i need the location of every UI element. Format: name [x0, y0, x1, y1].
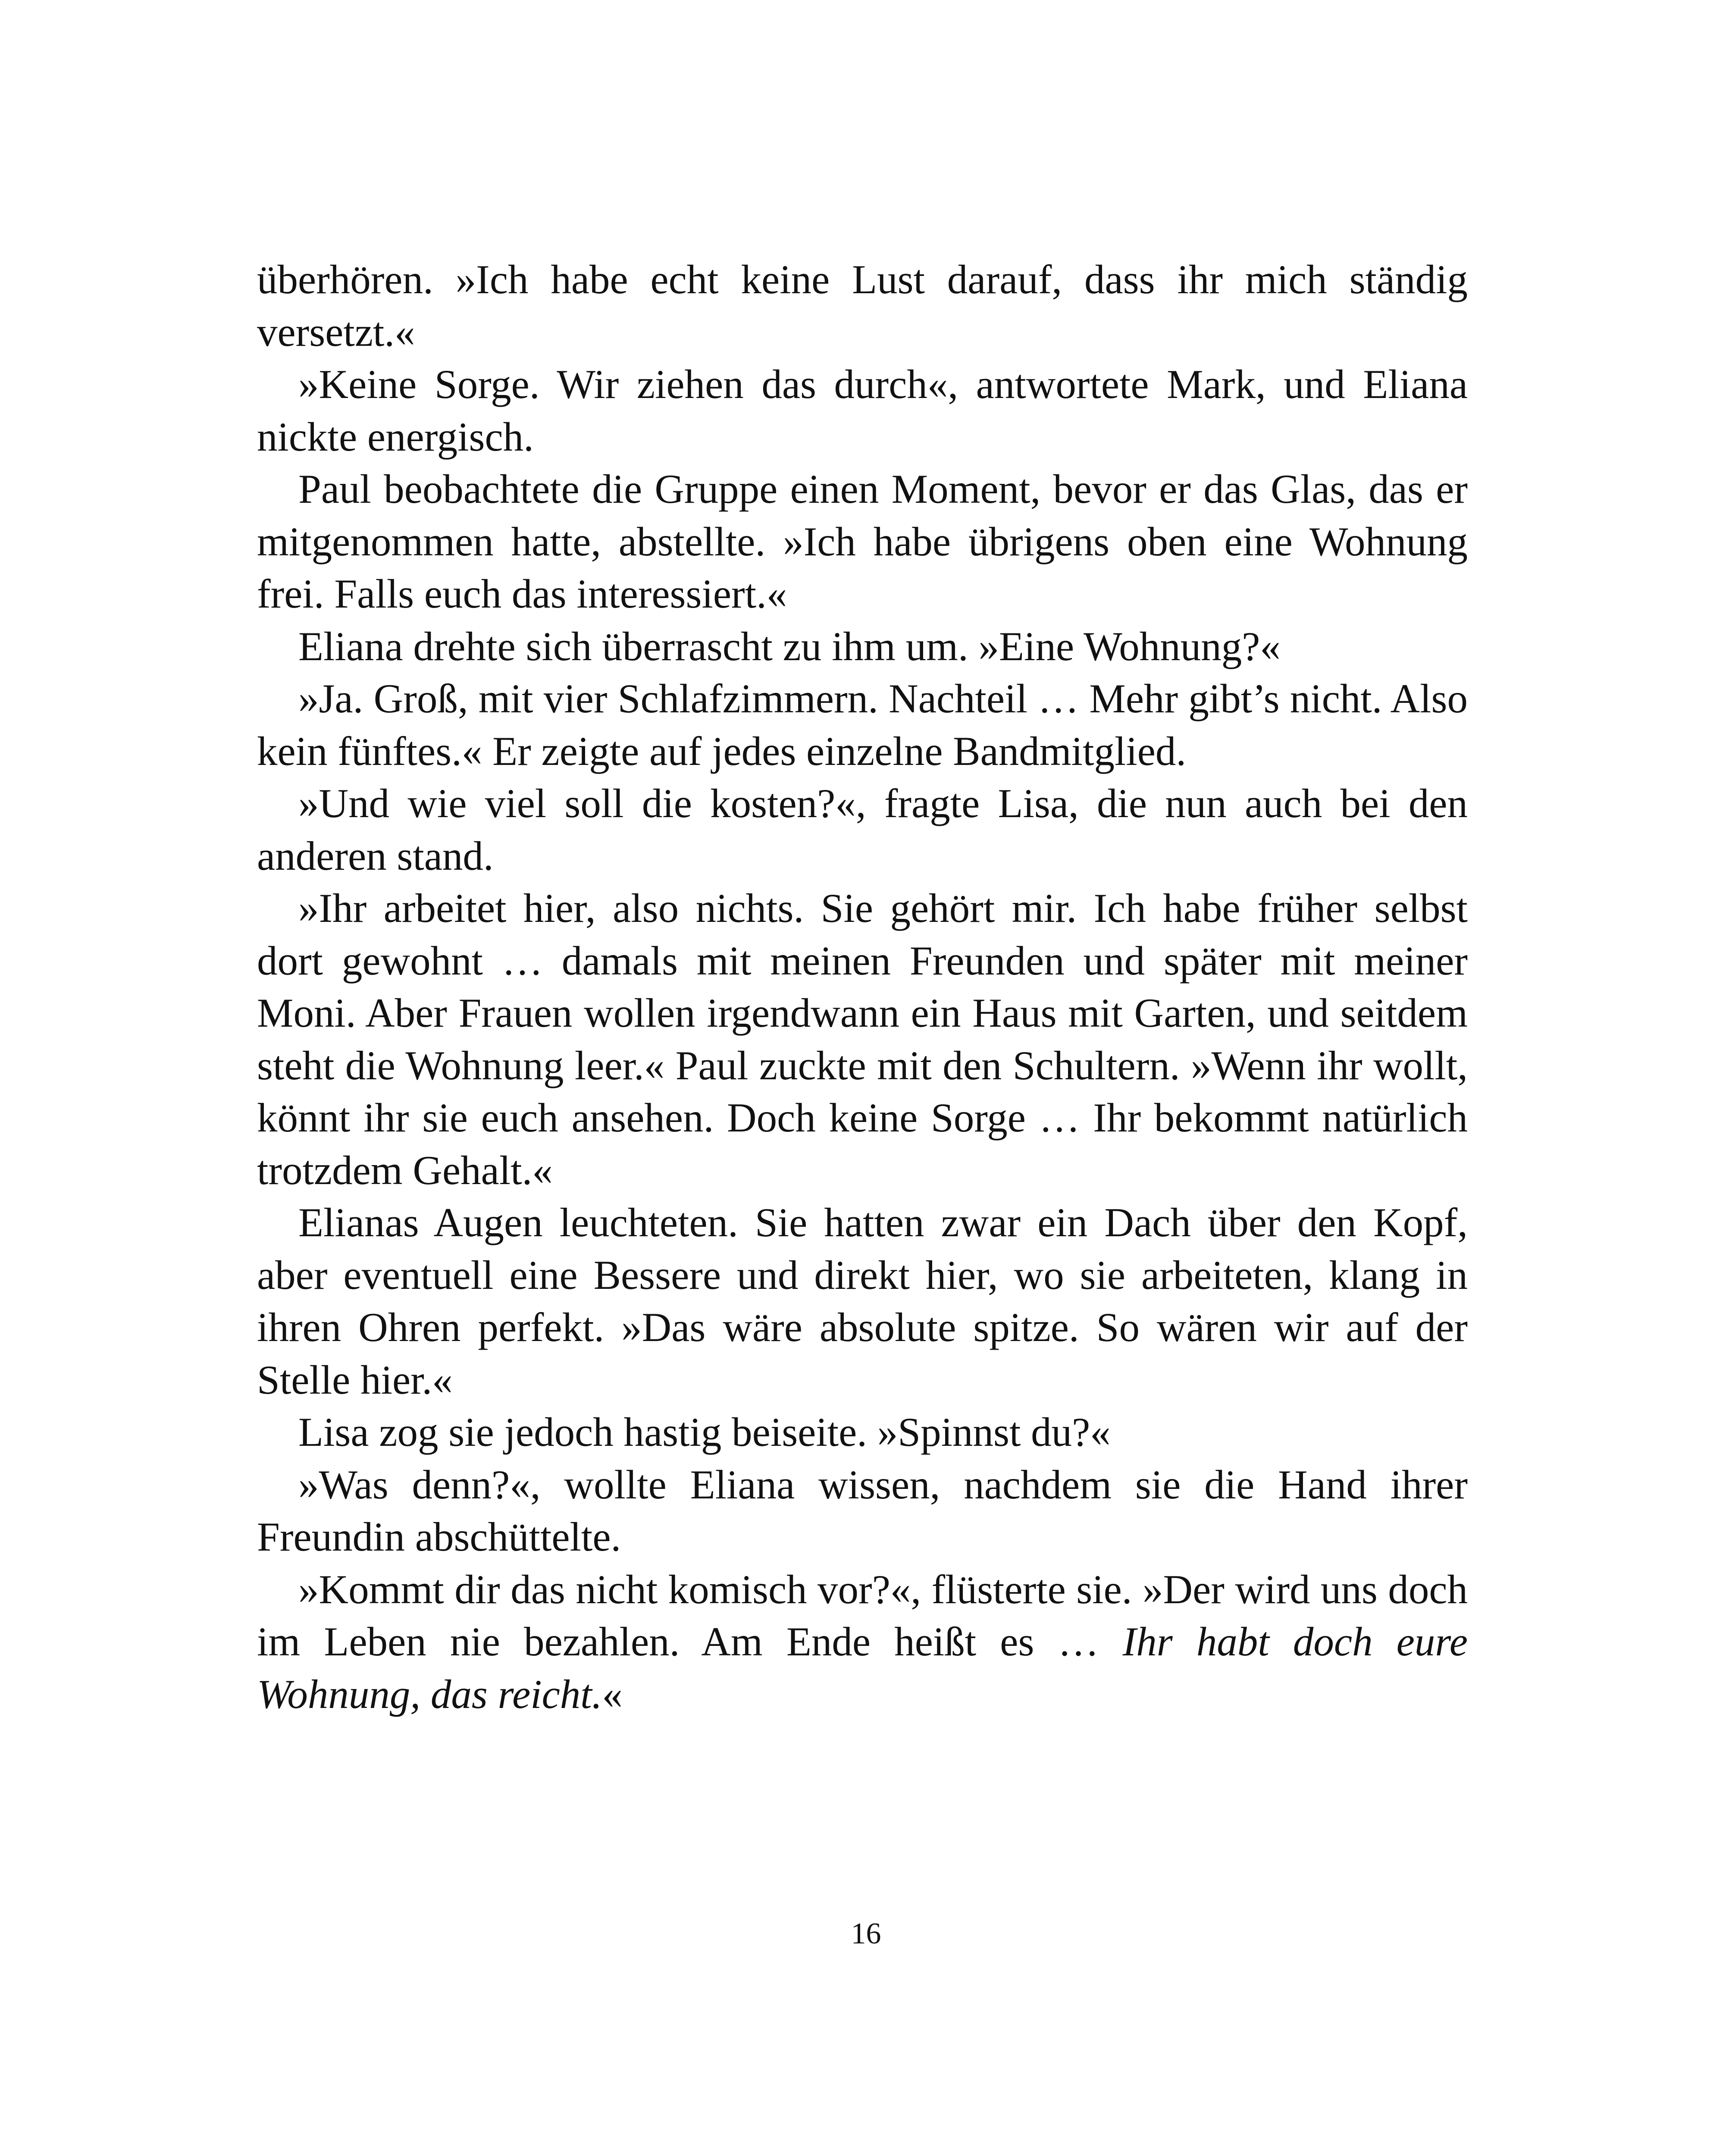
paragraph-11-italic-text: Ihr habt doch eure Wohnung, das reicht.: [257, 1619, 1468, 1717]
paragraph-5: »Ja. Groß, mit vier Schlafzimmern. Nachteil … Mehr gibt’s nicht. Also kein fünftes.« Er zeigte auf jedes einzelne Bandmitglied.: [257, 676, 1468, 774]
paragraph-3: Paul beobachtete die Gruppe einen Moment, bevor er das Glas, das er mitgenommen hatte, abstellte. »Ich habe übrigens oben eine Wohnung frei. Falls euch das interessiert.«: [257, 466, 1468, 617]
paragraph-11-closing-quote: «: [602, 1671, 623, 1717]
paragraph-11-text: »Kommt dir das nicht komisch vor?«, flüsterte sie. »Der wird uns doch im Leben nie bezahlen. Am Ende heißt es …: [257, 1566, 1468, 1664]
paragraph-9: Lisa zog sie jedoch hastig beiseite. »Spinnst du?«: [298, 1409, 1111, 1455]
body-text: [257, 254, 1468, 1720]
paragraph-8: Elianas Augen leuchteten. Sie hatten zwar ein Dach über den Kopf, aber eventuell eine Bessere und direkt hier, wo sie arbeiteten, klang in ihren Ohren perfekt. »Das wäre absolute spitze. So wären wir auf der Stelle hier.«: [257, 1200, 1468, 1403]
paragraph-11: [257, 1564, 1468, 1721]
paragraph-2: »Keine Sorge. Wir ziehen das durch«, antwortete Mark, und Eliana nickte energisch.: [257, 361, 1468, 460]
page-number: 16: [851, 1917, 881, 1950]
paragraph-10: »Was denn?«, wollte Eliana wissen, nachdem sie die Hand ihrer Freundin abschüttelte.: [257, 1461, 1468, 1560]
paragraph-6: »Und wie viel soll die kosten?«, fragte Lisa, die nun auch bei den anderen stand.: [257, 780, 1468, 879]
paragraph-4: Eliana drehte sich überrascht zu ihm um. »Eine Wohnung?«: [298, 623, 1281, 669]
paragraph-7: »Ihr arbeitet hier, also nichts. Sie gehört mir. Ich habe früher selbst dort gewohnt … damals mit meinen Freunden und später mit meiner Moni. Aber Frauen wollen irgendwann ein Haus mit Garten, und seitdem steht die Wohnung leer.« Paul zuckte mit den Schultern. »Wenn ihr wollt, könnt ihr sie euch ansehen. Doch keine Sorge … Ihr bekommt natürlich trotzdem Gehalt.«: [257, 885, 1468, 1193]
paragraph-1: überhören. »Ich habe echt keine Lust darauf, dass ihr mich ständig versetzt.«: [257, 257, 1468, 355]
